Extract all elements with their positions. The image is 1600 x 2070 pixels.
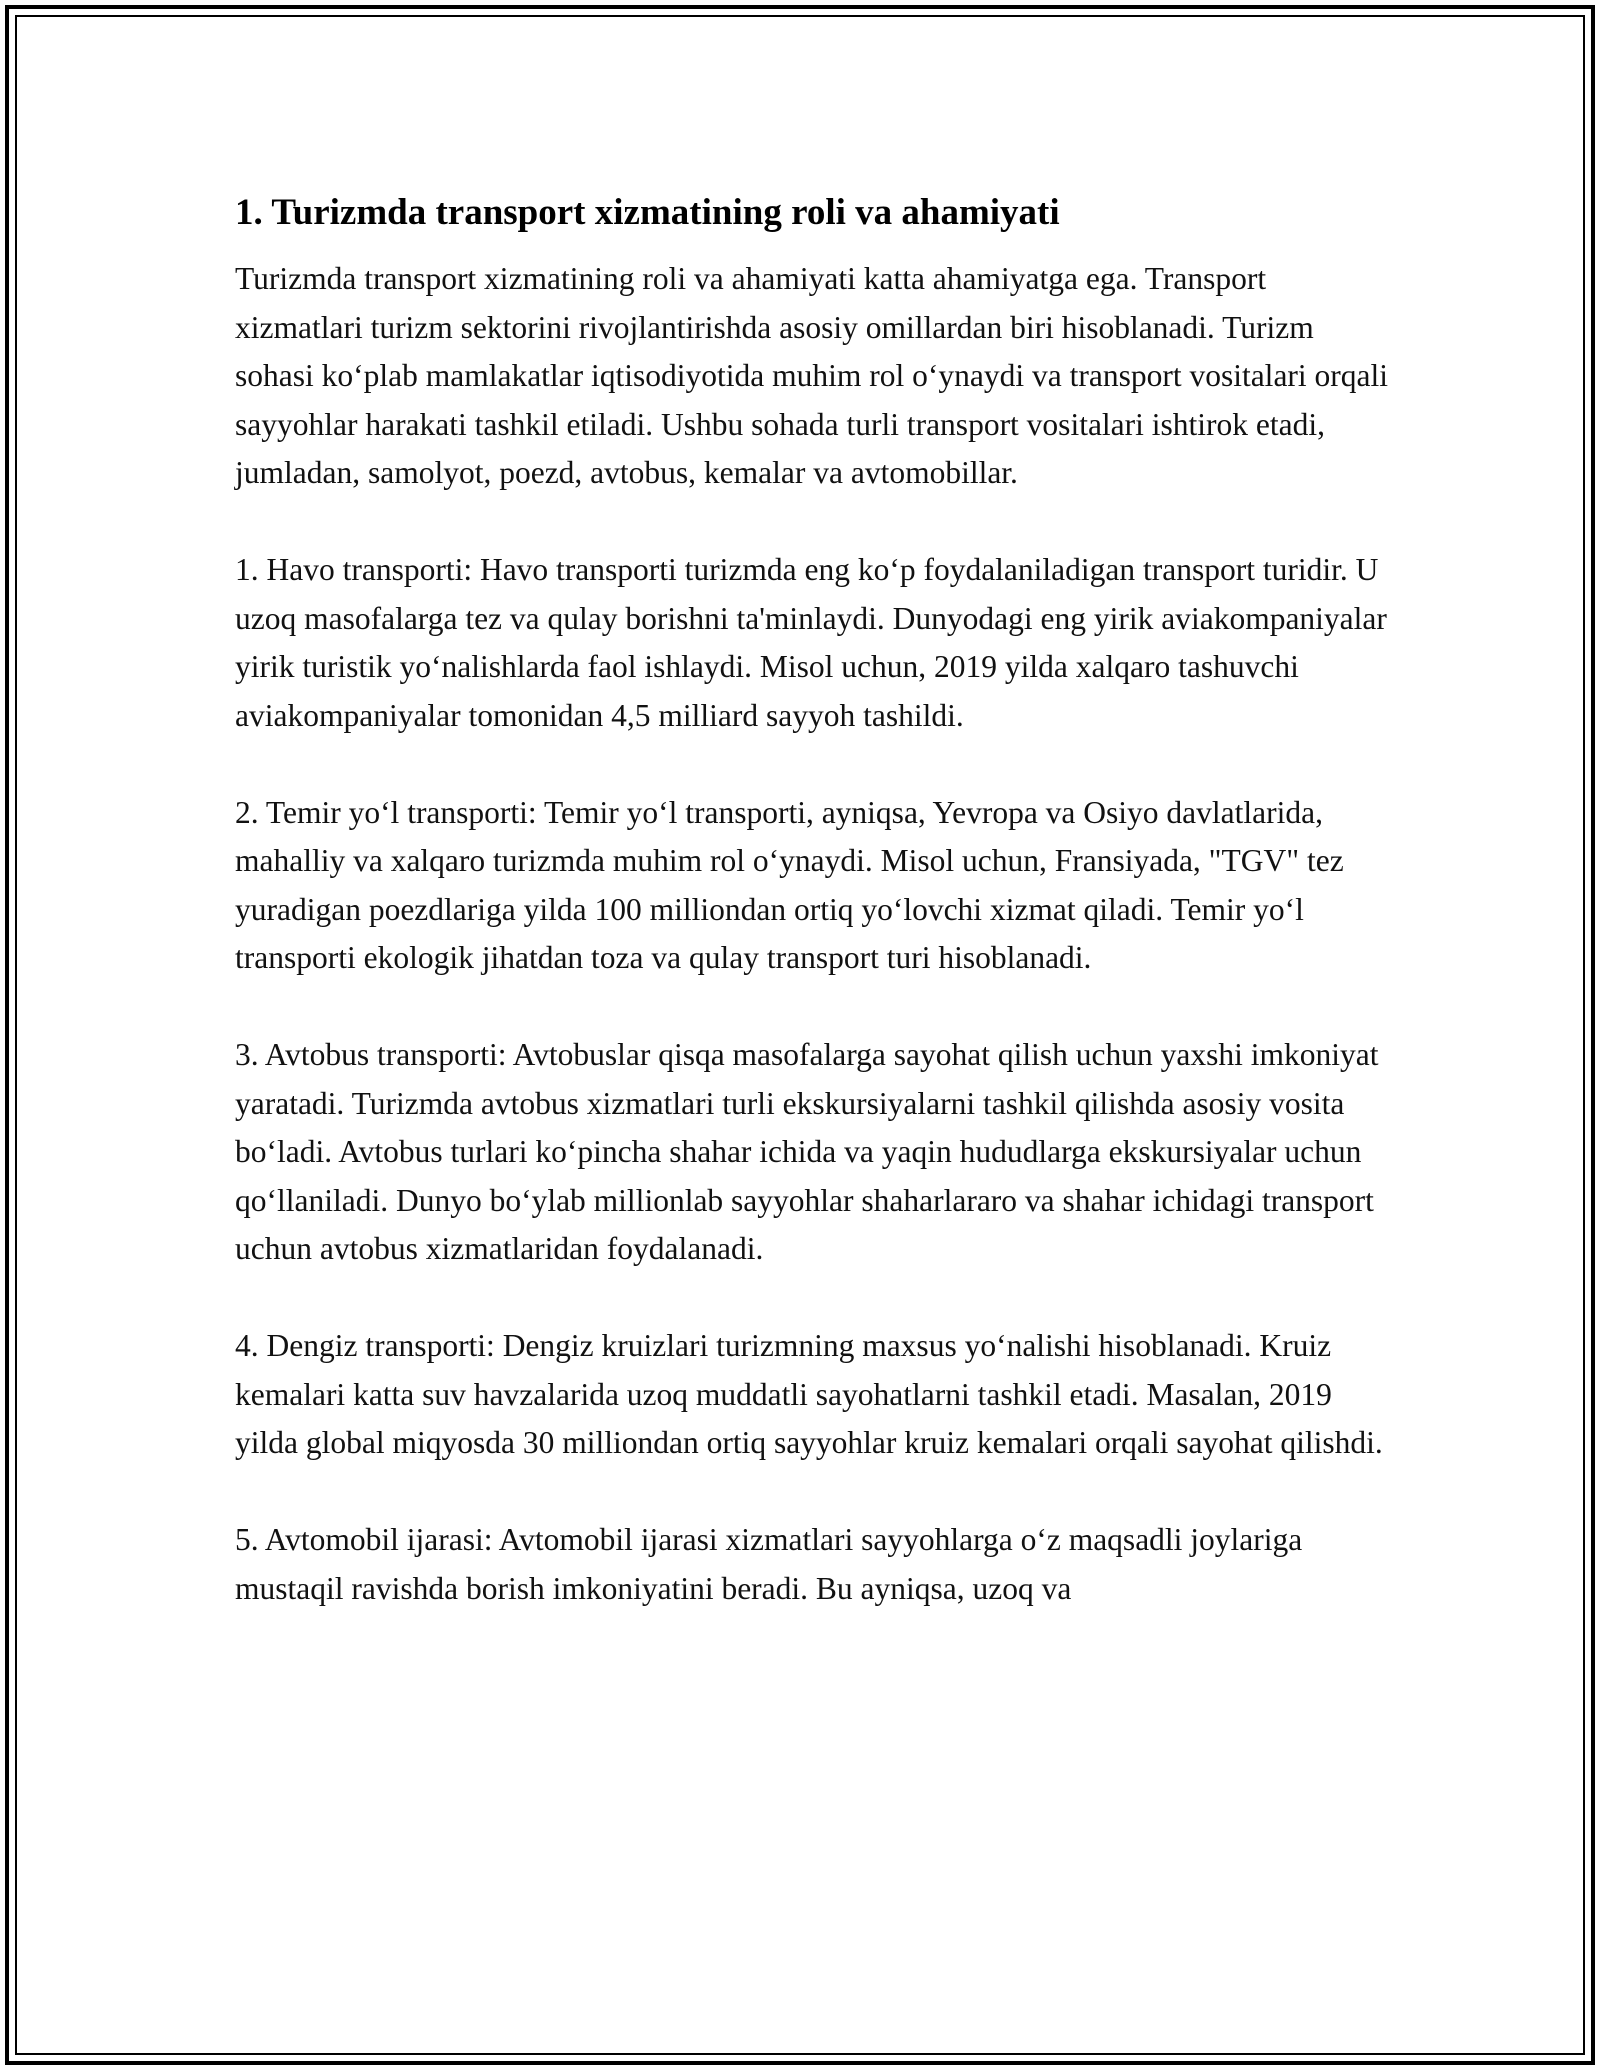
paragraph-air-transport: 1. Havo transporti: Havo transporti turizmda eng ko‘p foydalaniladigan transport turidir. U uzoq masofalarga tez va qulay borishni ta'minlaydi. Dunyodagi eng yirik aviakompaniyalar yirik turistik yo‘nalishlarda faol ishlaydi. Misol uchun, 2019 yilda xalqaro tashuvchi aviakompaniyalar tomonidan 4,5 milliard sayyoh tashildi.	[235, 552, 1387, 733]
section-heading: 1. Turizmda transport xizmatining roli va ahamiyati	[235, 192, 1060, 233]
document-body	[235, 183, 1395, 1662]
paragraph-rail-transport: 2. Temir yo‘l transporti: Temir yo‘l transporti, ayniqsa, Yevropa va Osiyo davlatlarida, mahalliy va xalqaro turizmda muhim rol o‘ynaydi. Misol uchun, Fransiyada, "TGV" tez yuradigan poezdlariga yilda 100 milliondan ortiq yo‘lovchi xizmat qiladi. Temir yo‘l transporti ekologik jihatdan toza va qulay transport turi hisoblanadi.	[235, 794, 1344, 975]
paragraph-sea-transport: 4. Dengiz transporti: Dengiz kruizlari turizmning maxsus yo‘nalishi hisoblanadi. Kruiz kemalari katta suv havzalarida uzoq muddatli sayohatlarni tashkil etadi. Masalan, 2019 yilda global miqyosda 30 milliondan ortiq sayyohlar kruiz kemalari orqali sayohat qilishdi.	[235, 1328, 1383, 1460]
intro-paragraph: Turizmda transport xizmatining roli va ahamiyati katta ahamiyatga ega. Transport xizmatlari turizm sektorini rivojlantirishda asosiy omillardan biri hisoblanadi. Turizm sohasi ko‘plab mamlakatlar iqtisodiyotida muhim rol o‘ynaydi va transport vositalari orqali sayyohlar harakati tashkil etiladi. Ushbu sohada turli transport vositalari ishtirok etadi, jumladan, samolyot, poezd, avtobus, kemalar va avtomobillar.	[235, 261, 1389, 490]
paragraph-car-rental: 5. Avtomobil ijarasi: Avtomobil ijarasi xizmatlari sayyohlarga o‘z maqsadli joylariga mustaqil ravishda borish imkoniyatini beradi. Bu ayniqsa, uzoq va	[235, 1522, 1303, 1606]
paragraph-bus-transport: 3. Avtobus transporti: Avtobuslar qisqa masofalarga sayohat qilish uchun yaxshi imkoniyat yaratadi. Turizmda avtobus xizmatlari turli ekskursiyalarni tashkil qilishda asosiy vosita bo‘ladi. Avtobus turlari ko‘pincha shahar ichida va yaqin hududlarga ekskursiyalar uchun qo‘llaniladi. Dunyo bo‘ylab millionlab sayyohlar shaharlararo va shahar ichidagi transport uchun avtobus xizmatlaridan foydalanadi.	[235, 1037, 1379, 1266]
